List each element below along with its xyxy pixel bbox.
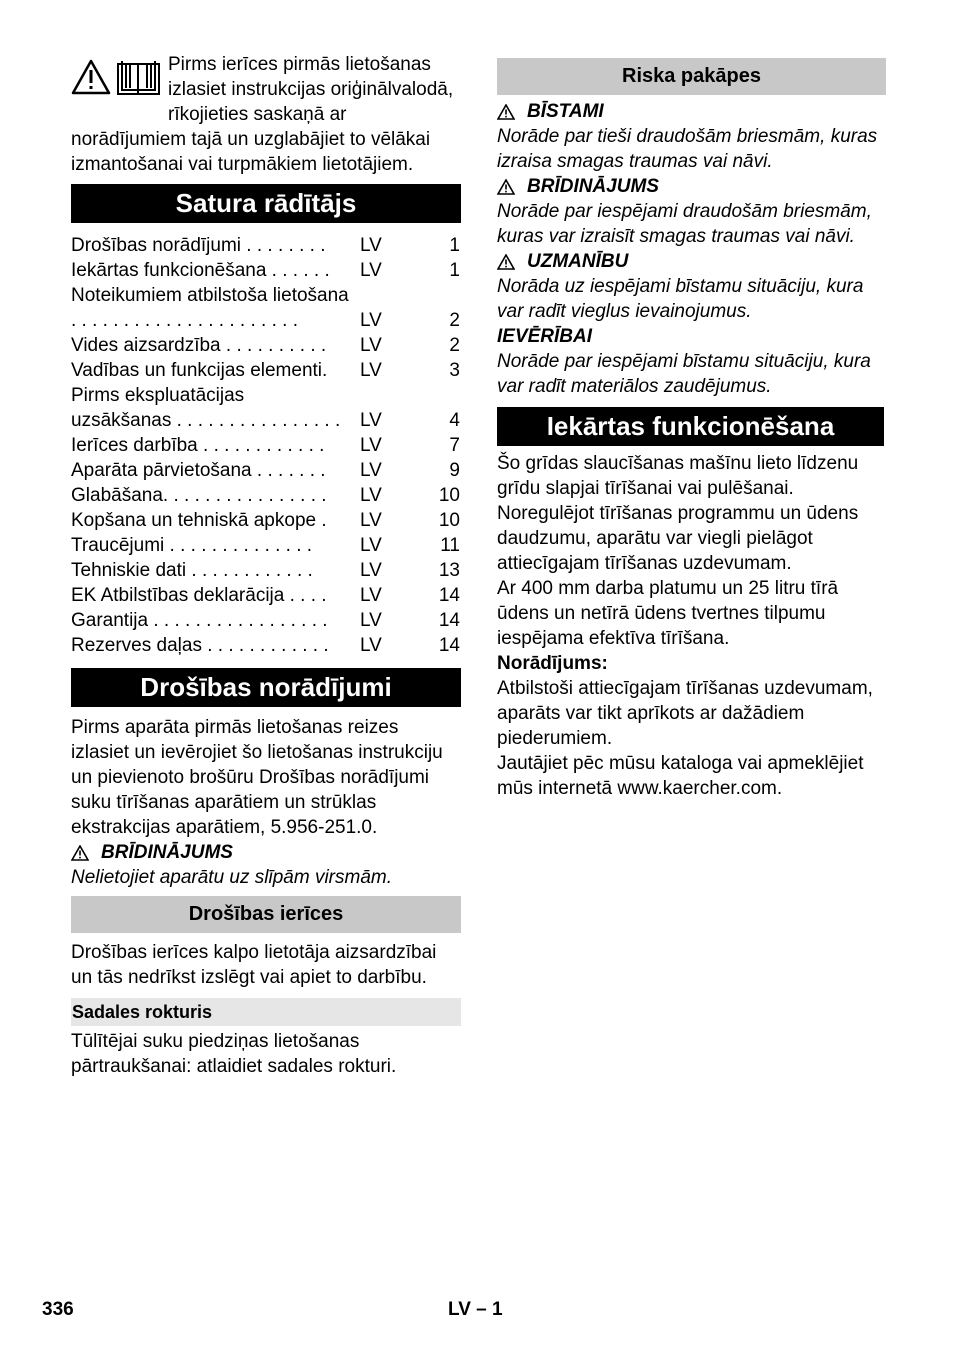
toc-entry-title: Noteikumiem atbilstoša lietošana . . . . . . . . . . . . . . . . . . . . . . <box>71 285 349 331</box>
manual-book-icon <box>118 61 159 94</box>
toc-entry-lang: LV <box>360 535 382 556</box>
toc-entry-page: 4 <box>449 410 460 431</box>
toc-entry-page: 2 <box>449 335 460 356</box>
left-column <box>71 52 461 1079</box>
toc-entry-lang: LV <box>360 585 382 606</box>
safety-warning-label-row <box>71 840 461 865</box>
toc-entry-lang: LV <box>360 360 382 381</box>
risk-list <box>497 99 886 399</box>
risk-level-text: Norāde par tieši draudošām briesmām, kuras izraisa smagas traumas vai nāvi. <box>497 126 878 172</box>
toc-entry-lang: LV <box>360 410 382 431</box>
toc-entry <box>71 433 461 458</box>
warning-triangle-icon <box>497 254 515 270</box>
toc-entry-title: Pirms ekspluatācijas uzsākšanas . . . . . . . . . . . . . . . . <box>71 385 341 431</box>
toc-entry <box>71 458 461 483</box>
warning-triangle-icon <box>497 104 515 120</box>
toc-entry-lang: LV <box>360 610 382 631</box>
risk-level-label: BĪSTAMI <box>527 101 604 122</box>
toc-entry-title: Aparāta pārvietošana . . . . . . . <box>71 460 326 481</box>
risk-level-text: Norāda uz iespējami bīstamu situāciju, kura var radīt vieglus ievainojumus. <box>497 276 864 322</box>
risk-level-label-row <box>497 324 886 349</box>
toc-entry-title: Garantija . . . . . . . . . . . . . . . . . <box>71 610 328 631</box>
handle-text: Tūlītējai suku piedziņas lietošanas pārtraukšanai: atlaidiet sadales rokturi. <box>71 1031 397 1077</box>
toc-entry-title: Rezerves daļas . . . . . . . . . . . . <box>71 635 329 656</box>
safety-heading: Drošības norādījumi <box>71 668 461 707</box>
toc-entry-lang: LV <box>360 485 382 506</box>
toc-heading: Satura rādītājs <box>71 184 461 223</box>
toc-entry-page: 11 <box>440 535 460 556</box>
toc-entry <box>71 533 461 558</box>
toc-entry <box>71 258 461 283</box>
risk-level-label-row <box>497 174 886 199</box>
toc-entry <box>71 583 461 608</box>
toc-entry-lang: LV <box>360 460 382 481</box>
toc-entry-title: EK Atbilstības deklarācija . . . . <box>71 585 327 606</box>
toc-entry-lang: LV <box>360 260 382 281</box>
toc-entry-page: 10 <box>438 485 460 506</box>
risk-level-label: IEVĒRĪBAI <box>497 326 593 347</box>
toc-entry-page: 10 <box>438 510 460 531</box>
toc-entry-page: 3 <box>449 360 460 381</box>
right-column <box>497 52 886 801</box>
risk-heading: Riska pakāpes <box>497 58 886 95</box>
warning-triangle-icon <box>497 179 515 195</box>
risk-level-label: BRĪDINĀJUMS <box>527 176 659 197</box>
toc-entry <box>71 358 461 383</box>
toc-entry-title: Tehniskie dati . . . . . . . . . . . . <box>71 560 313 581</box>
risk-level-label-row <box>497 99 886 124</box>
toc-entry-lang: LV <box>360 635 382 656</box>
safety-devices-text: Drošības ierīces kalpo lietotāja aizsardzībai un tās nedrīkst izslēgt vai apiet to darbību. <box>71 942 437 988</box>
toc-entry-title: Vadības un funkcijas elementi. <box>71 360 328 381</box>
toc-entry-page: 2 <box>449 310 460 331</box>
safety-warning-label: BRĪDINĀJUMS <box>101 842 233 863</box>
safety-text: Pirms aparāta pirmās lietošanas reizes izlasiet un ievērojiet šo lietošanas instrukciju un pievienoto brošūru Drošības norādījumi suku tīrīšanas aparātiem un strūklas ekstrakcijas aparātiem, 5.956-251.0. <box>71 717 443 838</box>
toc-entry-page: 1 <box>449 260 460 281</box>
function-note-label: Norādījums: <box>497 653 608 674</box>
toc-entry <box>71 283 461 333</box>
toc-entry-page: 7 <box>449 435 460 456</box>
toc-entry-lang: LV <box>360 560 382 581</box>
toc-entry-lang: LV <box>360 435 382 456</box>
warning-triangle-icon <box>71 845 89 861</box>
toc-entry-lang: LV <box>360 510 382 531</box>
warning-triangle-icon <box>73 61 109 93</box>
toc-entry-title: Drošības norādījumi . . . . . . . . <box>71 235 326 256</box>
intro-block <box>71 52 461 177</box>
toc-entry-title: Iekārtas funkcionēšana . . . . . . <box>71 260 330 281</box>
risk-level-text: Norāde par iespējami bīstamu situāciju, kura var radīt materiālos zaudējumus. <box>497 351 871 397</box>
safety-devices-heading: Drošības ierīces <box>71 896 461 933</box>
intro-text: Pirms ierīces pirmās lietošanas izlasiet instrukcijas oriģinālvalodā, rīkojieties saskaņā ar norādījumiem tajā un uzglabājiet to vēlākai izmantošanai vai turpmākiem lietotājiem. <box>71 54 454 175</box>
toc-entry <box>71 558 461 583</box>
toc-list <box>71 233 461 658</box>
function-note-p2: Jautājiet pēc mūsu kataloga vai apmeklējiet mūs internetā www.kaercher.com. <box>497 753 864 799</box>
function-heading: Iekārtas funkcionēšana <box>497 407 884 446</box>
risk-level-label-row <box>497 249 886 274</box>
toc-entry-title: Vides aizsardzība . . . . . . . . . . <box>71 335 327 356</box>
toc-entry-title: Ierīces darbība . . . . . . . . . . . . <box>71 435 325 456</box>
toc-entry-page: 14 <box>438 635 460 656</box>
toc-entry-page: 14 <box>438 610 460 631</box>
toc-entry-lang: LV <box>360 235 382 256</box>
function-p1: Šo grīdas slaucīšanas mašīnu lieto līdzenu grīdu slapjai tīrīšanai vai pulēšanai. <box>497 453 859 499</box>
toc-entry <box>71 483 461 508</box>
toc-entry-title: Kopšana un tehniskā apkope . <box>71 510 327 531</box>
toc-entry-lang: LV <box>360 335 382 356</box>
footer-lang-page: LV – 1 <box>448 1299 503 1320</box>
toc-entry-title: Traucējumi . . . . . . . . . . . . . . <box>71 535 313 556</box>
handle-heading: Sadales rokturis <box>71 998 461 1026</box>
function-note-p1: Atbilstoši attiecīgajam tīrīšanas uzdevumam, aparāts var tikt aprīkots ar dažādiem piederumiem. <box>497 678 873 749</box>
risk-level-label: UZMANĪBU <box>527 251 629 272</box>
toc-entry <box>71 608 461 633</box>
toc-entry-page: 14 <box>438 585 460 606</box>
toc-entry-page: 13 <box>438 560 460 581</box>
toc-entry <box>71 633 461 658</box>
intro-icons <box>71 58 165 104</box>
toc-entry <box>71 508 461 533</box>
toc-entry-lang: LV <box>360 310 382 331</box>
toc-entry <box>71 383 461 433</box>
toc-entry-page: 9 <box>449 460 460 481</box>
risk-level-text: Norāde par iespējami draudošām briesmām, kuras var izraisīt smagas traumas vai nāvi. <box>497 201 872 247</box>
safety-warning-text: Nelietojiet aparātu uz slīpām virsmām. <box>71 867 393 888</box>
toc-entry-title: Glabāšana. . . . . . . . . . . . . . . . <box>71 485 327 506</box>
toc-entry <box>71 233 461 258</box>
function-p2: Noregulējot tīrīšanas programmu un ūdens daudzumu, aparātu var viegli pielāgot attiecīgajam tīrīšanas uzdevumam. <box>497 503 859 574</box>
toc-entry-page: 1 <box>449 235 460 256</box>
function-p3: Ar 400 mm darba platumu un 25 litru tīrā ūdens un netīrā ūdens tvertnes tilpumu iespējama efektīva tīrīšana. <box>497 578 839 649</box>
footer-page-number: 336 <box>42 1299 74 1320</box>
toc-entry <box>71 333 461 358</box>
